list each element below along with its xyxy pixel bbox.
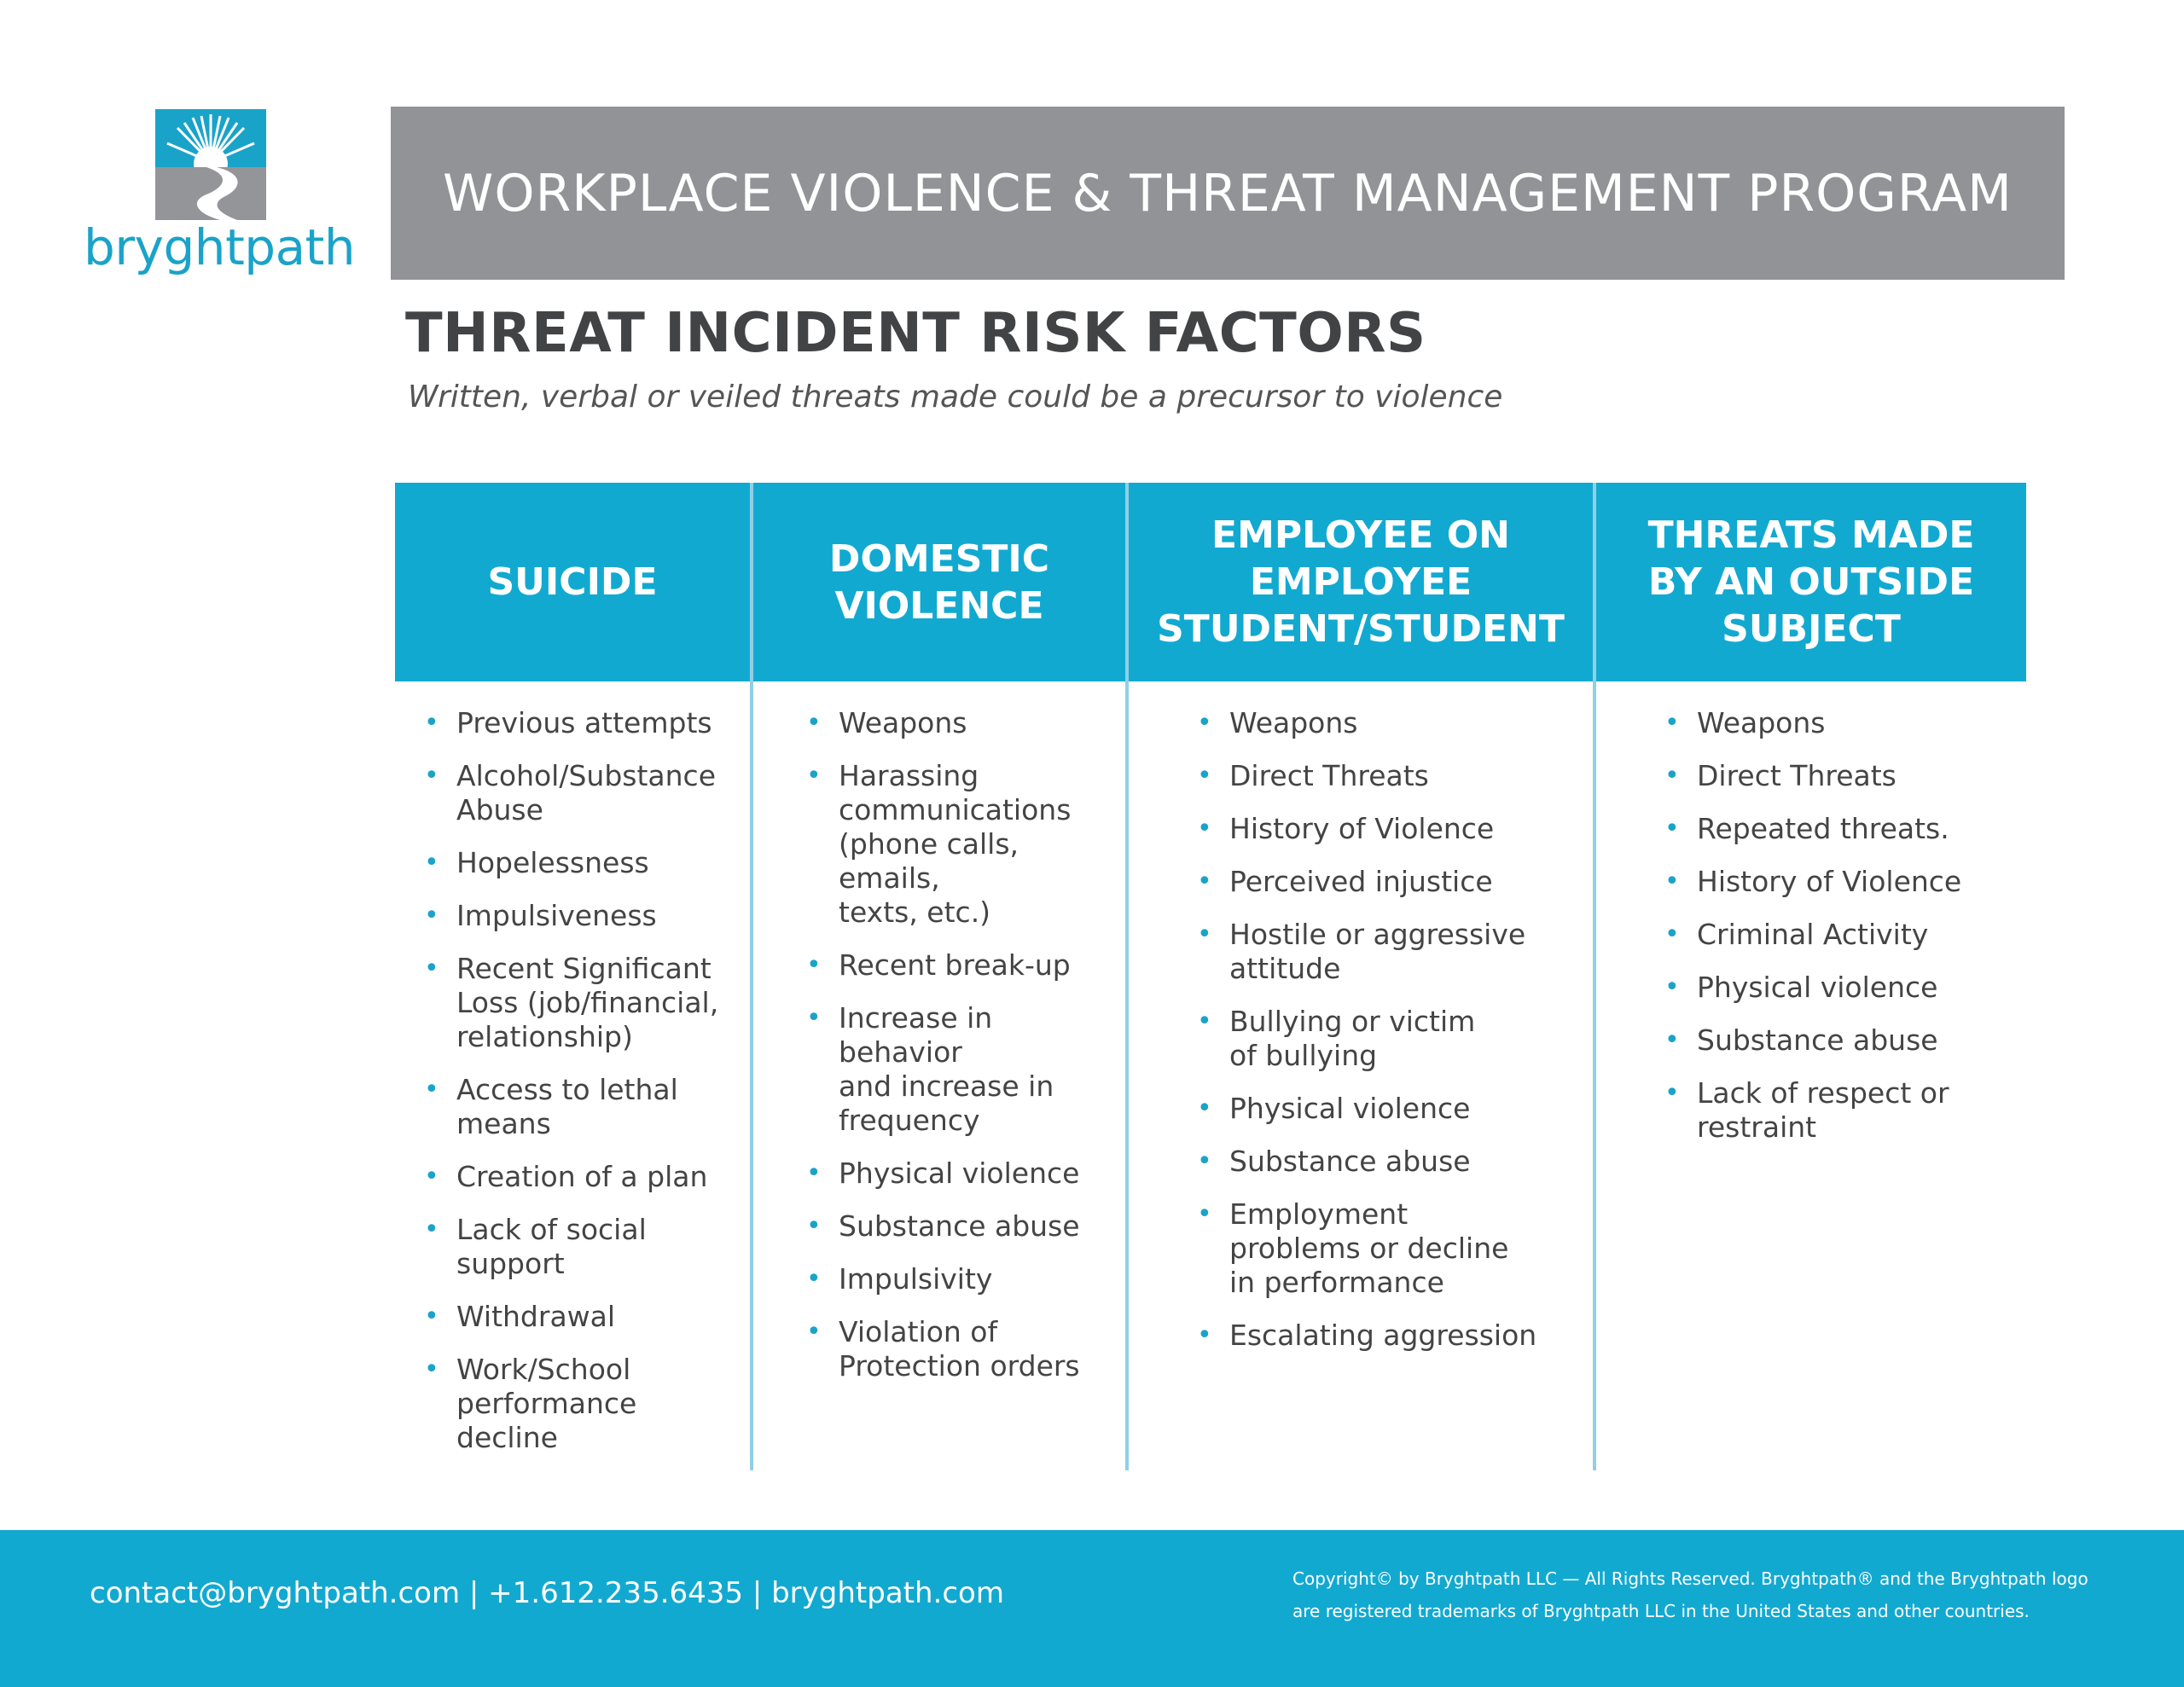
copyright-line: are registered trademarks of Bryghtpath LLC in the United States and other countries. — [1292, 1601, 2030, 1621]
title-banner — [391, 107, 2065, 280]
list-item: • Increase in behavior and increase in frequency — [806, 1001, 1122, 1138]
column-divider — [1593, 483, 1596, 1470]
list-item: • Employment problems or decline in performance — [1197, 1197, 1589, 1300]
list-item: • Physical violence — [806, 1157, 1122, 1191]
list-item: • Harassing communications (phone calls, emails, texts, etc.) — [806, 759, 1122, 930]
sunrise-path-logo-icon — [155, 109, 266, 220]
list-item: • Work/School performance decline — [424, 1353, 740, 1455]
list-item: • Lack of social support — [424, 1213, 740, 1281]
brand-logo — [84, 109, 356, 297]
column-header-outside-subject: THREATS MADE BY AN OUTSIDE SUBJECT — [1596, 483, 2026, 681]
list-item: • Physical violence — [1664, 971, 2023, 1005]
list-item: • History of Violence — [1664, 865, 2023, 899]
column-divider — [750, 483, 753, 1470]
column-header-employee-on-employee: EMPLOYEE ON EMPLOYEE STUDENT/STUDENT — [1129, 483, 1593, 681]
list-item: • Bullying or victim of bullying — [1197, 1005, 1589, 1073]
list-item: • Impulsiveness — [424, 899, 740, 933]
list-item: • Lack of respect or restraint — [1664, 1076, 2023, 1145]
list-item: • Recent break-up — [806, 948, 1122, 983]
list-item: • Substance abuse — [806, 1209, 1122, 1244]
list-item: • Repeated threats. — [1664, 812, 2023, 846]
list-item: • Weapons — [806, 706, 1122, 740]
copyright-line: Copyright© by Bryghtpath LLC — All Rights Reserved. Bryghtpath® and the Bryghtpath logo — [1292, 1568, 2088, 1589]
list-item: • Recent Significant Loss (job/financial, relationship) — [424, 952, 740, 1054]
list-item: • Weapons — [1664, 706, 2023, 740]
footer — [0, 1530, 2184, 1687]
employee-risk-list — [1197, 706, 1589, 1371]
list-item: • Hopelessness — [424, 846, 740, 880]
suicide-risk-list — [424, 706, 740, 1474]
domestic-violence-risk-list — [806, 706, 1122, 1402]
list-item: • Hostile or aggressive attitude — [1197, 918, 1589, 986]
list-item: • Substance abuse — [1197, 1145, 1589, 1179]
list-item: • Alcohol/Substance Abuse — [424, 759, 740, 827]
list-item: • Impulsivity — [806, 1262, 1122, 1296]
brand-wordmark: bryghtpath — [84, 218, 356, 276]
list-item: • Escalating aggression — [1197, 1319, 1589, 1353]
list-item: • Access to lethal means — [424, 1073, 740, 1141]
column-header-suicide: SUICIDE — [395, 483, 750, 681]
list-item: • Direct Threats — [1197, 759, 1589, 793]
list-item: • Withdrawal — [424, 1300, 740, 1334]
list-item: • Violation of Protection orders — [806, 1315, 1122, 1383]
footer-copyright — [1292, 1562, 2146, 1627]
outside-subject-risk-list — [1664, 706, 2023, 1163]
column-header-domestic-violence: DOMESTIC VIOLENCE — [753, 483, 1125, 681]
list-item: • Physical violence — [1197, 1092, 1589, 1126]
list-item: • Direct Threats — [1664, 759, 2023, 793]
list-item: • Perceived injustice — [1197, 865, 1589, 899]
footer-contact-info[interactable]: contact@bryghtpath.com | +1.612.235.6435 | bryghtpath.com — [90, 1576, 1004, 1610]
page-title: WORKPLACE VIOLENCE & THREAT MANAGEMENT PROGRAM — [443, 163, 2013, 223]
section-title: THREAT INCIDENT RISK FACTORS — [405, 302, 1426, 365]
list-item: • Substance abuse — [1664, 1023, 2023, 1058]
list-item: • Weapons — [1197, 706, 1589, 740]
list-item: • Previous attempts — [424, 706, 740, 740]
risk-factors-table — [395, 483, 2026, 1470]
list-item: • Criminal Activity — [1664, 918, 2023, 952]
list-item: • Creation of a plan — [424, 1160, 740, 1194]
column-divider — [1125, 483, 1129, 1470]
section-subtitle: Written, verbal or veiled threats made could be a precursor to violence — [408, 380, 1503, 415]
list-item: • History of Violence — [1197, 812, 1589, 846]
